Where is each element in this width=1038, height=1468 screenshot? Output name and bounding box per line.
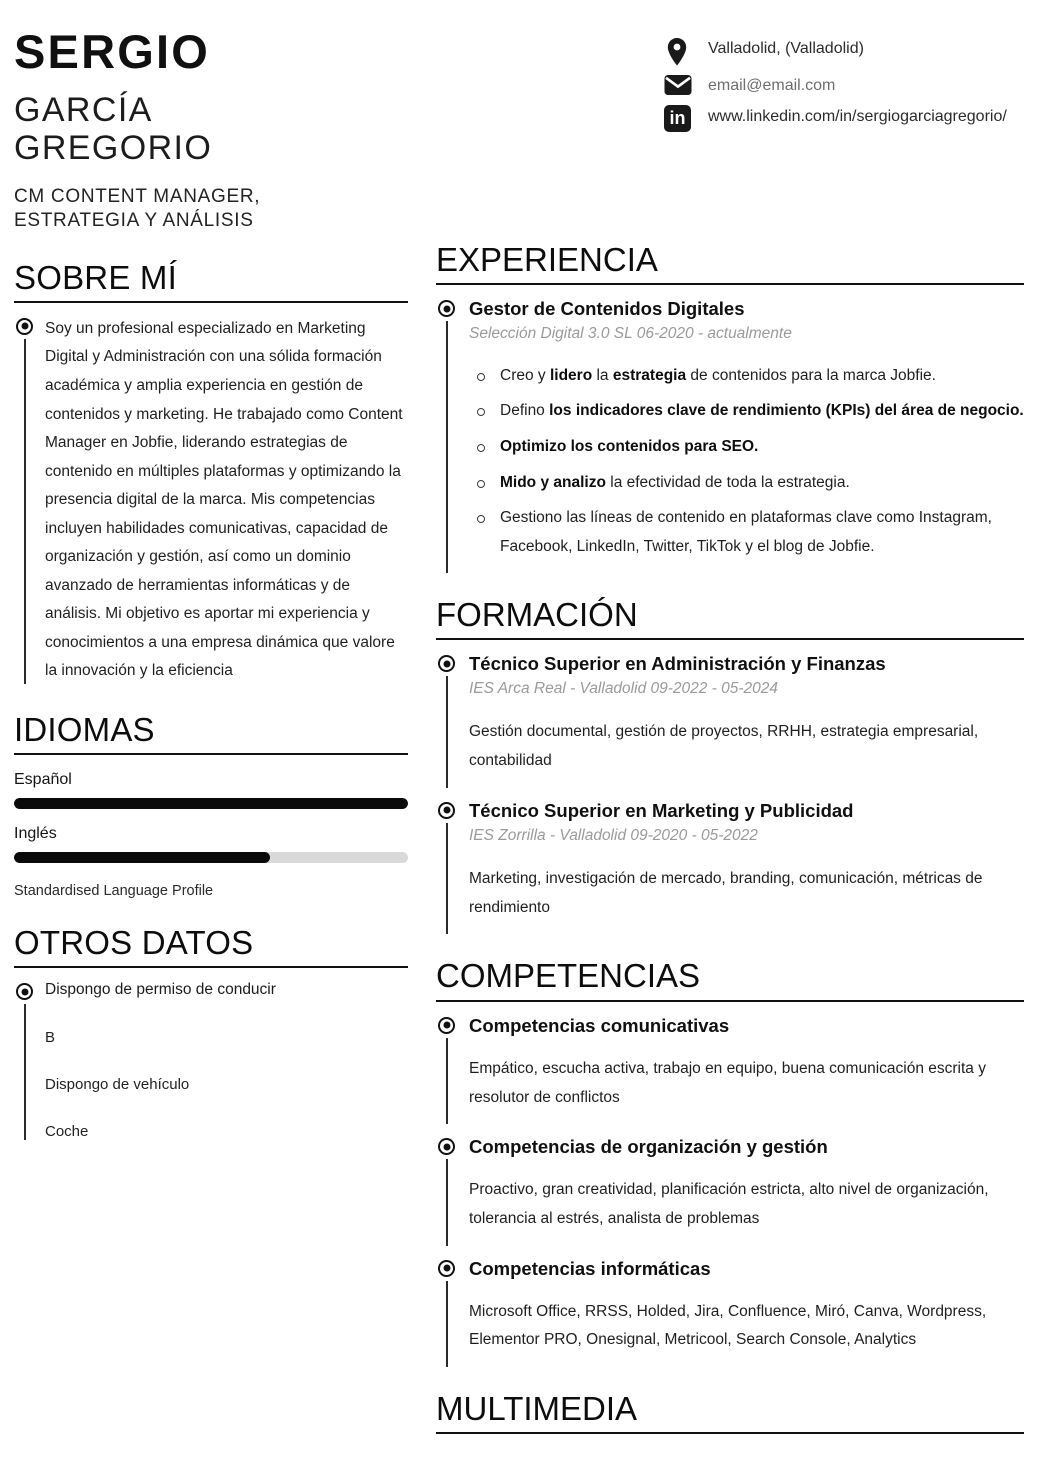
contact-row-email[interactable] — [664, 73, 1036, 98]
experience-role: Gestor de Contenidos Digitales — [469, 298, 745, 320]
bullet-ring-icon — [438, 300, 455, 317]
sidebar-column — [14, 25, 426, 1468]
multimedia-divider — [436, 1432, 1024, 1434]
language-name: Inglés — [14, 824, 57, 842]
contact-location: Valladolid, (Valladolid) — [708, 40, 864, 57]
experience-divider — [436, 283, 1024, 285]
bullet-ring-icon — [438, 802, 455, 819]
languages-title: IDIOMAS — [14, 710, 155, 748]
multimedia-title: MULTIMEDIA — [436, 1390, 638, 1428]
experience-entry — [436, 297, 1024, 574]
language-item — [14, 771, 408, 809]
education-degree: Técnico Superior en Administración y Finanzas — [469, 653, 886, 674]
linkedin-badge-label: in — [664, 105, 691, 132]
bullet-connector-line — [446, 1038, 448, 1124]
other-data-title: OTROS DATOS — [14, 923, 254, 961]
about-text: Soy un profesional especializado en Marketing Digital y Administración con una sólida formación académica y amplia experiencia en gestión de contenidos y marketing. He trabajado como Content Manager en Jobfie, liderando estrategias de contenido en múltiples plataformas y optimizando la presencia digital de la marca. Mis competencias incluyen habilidades comunicativas, capacidad de organización y gestión, así como un dominio avanzado de herramientas informáticas y de análisis. Mi objetivo es aportar mi experiencia y conocimientos a una empresa dinámica que valore la innovación y la eficiencia — [45, 319, 403, 680]
bullet-ring-icon — [16, 318, 33, 335]
contact-row-linkedin[interactable] — [664, 104, 1036, 132]
language-name: Español — [14, 770, 72, 788]
skill-body: Microsoft Office, RRSS, Holded, Jira, Confluence, Miró, Canva, Wordpress, Elementor PRO, Onesignal, Metricool, Search Console, Analytics — [469, 1302, 987, 1349]
other-data-item: Coche — [45, 1123, 89, 1141]
job-headline-line-2: ESTRATEGIA Y ANÁLISIS — [14, 210, 254, 232]
about-section — [14, 260, 408, 686]
language-level-track — [14, 798, 408, 809]
location-pin-icon — [664, 36, 708, 67]
experience-bullet: Gestiono las líneas de contenido en plataformas clave como Instagram, Facebook, LinkedIn, Twitter, TikTok y el blog de Jobfie. — [469, 504, 1024, 561]
education-body: Marketing, investigación de mercado, branding, comunicación, métricas de rendimiento — [469, 870, 983, 916]
other-data-bullet — [14, 980, 408, 1142]
experience-bullet: Defino los indicadores clave de rendimiento (KPIs) del área de negocio. — [469, 397, 1024, 426]
contact-row-location — [664, 36, 1036, 67]
languages-divider — [14, 753, 408, 755]
bullet-ring-icon — [438, 1260, 455, 1277]
other-data-item: B — [45, 1029, 56, 1047]
experience-section — [436, 242, 1024, 575]
education-entry — [436, 652, 1024, 790]
education-entry — [436, 799, 1024, 937]
experience-bullet-list — [469, 362, 1024, 575]
bullet-connector-line — [446, 823, 448, 935]
other-data-item: Dispongo de vehículo — [45, 1076, 190, 1094]
language-profile-note: Standardised Language Profile — [14, 882, 214, 899]
education-meta: IES Zorrilla - Valladolid 09-2020 - 05-2022 — [469, 826, 758, 844]
multimedia-section — [436, 1391, 1024, 1434]
language-item — [14, 825, 408, 863]
bullet-ring-icon — [16, 983, 33, 1000]
contact-linkedin-url: www.linkedin.com/in/sergiogarciagregorio/ — [708, 108, 1007, 126]
other-data-divider — [14, 966, 408, 968]
skill-entry — [436, 1014, 1024, 1126]
skill-body: Empático, escucha activa, trabajo en equipo, buena comunicación escrita y resolutor de conflictos — [469, 1059, 986, 1106]
education-degree: Técnico Superior en Marketing y Publicidad — [469, 799, 854, 821]
last-name-line-1: GARCÍA — [14, 90, 153, 129]
bullet-connector-line — [24, 339, 26, 684]
language-level-track — [14, 852, 408, 863]
name-block — [14, 25, 408, 234]
contact-email: email@email.com — [708, 77, 836, 94]
education-meta: IES Arca Real - Valladolid 09-2022 - 05-2024 — [469, 680, 779, 698]
bullet-connector-line — [24, 1004, 26, 1140]
skills-section — [436, 958, 1024, 1369]
bullet-connector-line — [446, 321, 448, 572]
education-body: Gestión documental, gestión de proyectos, RRHH, estrategia empresarial, contabilidad — [469, 723, 979, 770]
experience-bullet: Optimizo los contenidos para SEO. — [469, 433, 1024, 462]
last-name-line-2: GREGORIO — [14, 128, 213, 167]
other-data-section — [14, 925, 408, 1142]
skills-divider — [436, 1000, 1024, 1002]
skills-title: COMPETENCIAS — [436, 957, 701, 995]
skill-name: Competencias comunicativas — [469, 1014, 730, 1036]
contact-block — [664, 36, 1036, 138]
skill-entry — [436, 1135, 1024, 1247]
experience-bullet: Creo y lidero la estrategia de contenidos para la marca Jobfie. — [469, 362, 1024, 391]
skill-body: Proactivo, gran creatividad, planificación estricta, alto nivel de organización, tolerancia al estrés, analista de problemas — [469, 1181, 989, 1227]
main-column — [426, 28, 1024, 1468]
languages-section — [14, 712, 408, 899]
education-divider — [436, 638, 1024, 640]
job-headline-line-1: CM CONTENT MANAGER, — [14, 186, 261, 208]
education-section — [436, 597, 1024, 937]
experience-bullet: Mido y analizo la efectividad de toda la estrategia. — [469, 469, 1024, 498]
bullet-ring-icon — [438, 1138, 455, 1155]
bullet-connector-line — [446, 676, 448, 788]
skill-entry — [436, 1257, 1024, 1369]
language-level-fill — [14, 852, 270, 863]
skill-name: Competencias informáticas — [469, 1257, 711, 1279]
experience-meta: Selección Digital 3.0 SL 06-2020 - actualmente — [469, 325, 792, 343]
education-title: FORMACIÓN — [436, 595, 638, 633]
bullet-ring-icon — [438, 655, 455, 672]
bullet-ring-icon — [438, 1017, 455, 1034]
about-bullet — [14, 315, 408, 686]
last-name — [14, 91, 408, 167]
linkedin-icon — [664, 104, 708, 132]
job-headline — [14, 185, 408, 234]
experience-title: EXPERIENCIA — [436, 241, 658, 278]
bullet-connector-line — [446, 1281, 448, 1367]
bullet-connector-line — [446, 1159, 448, 1245]
first-name: SERGIO — [14, 25, 211, 78]
about-title: SOBRE MÍ — [14, 258, 177, 296]
envelope-icon — [664, 73, 708, 96]
language-level-fill — [14, 798, 408, 809]
about-divider — [14, 301, 408, 303]
skill-name: Competencias de organización y gestión — [469, 1136, 828, 1158]
driving-license-heading: Dispongo de permiso de conducir — [45, 981, 276, 999]
